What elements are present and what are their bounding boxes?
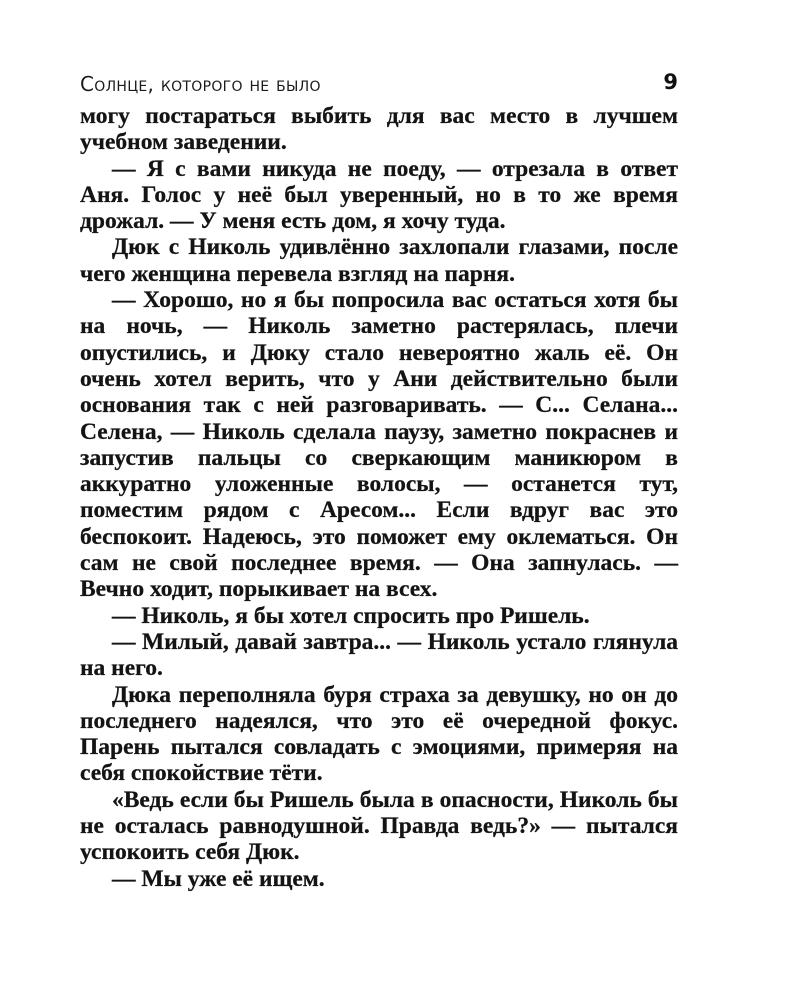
paragraph: Дюка переполняла буря страха за девушку, но он до последнего надеялся, что это её очередной фокус. Парень пытался совладать с эмоциями, примеряя на себя спокойствие тёти. xyxy=(80,681,678,787)
page-number: 9 xyxy=(663,70,678,94)
paragraph: — Я с вами никуда не поеду, — отрезала в ответ Аня. Голос у неё был уверенный, но в то же время дрожал. — У меня есть дом, я хочу туда. xyxy=(80,155,678,235)
paragraph: — Милый, давай завтра... — Николь устало глянула на него. xyxy=(80,628,678,682)
running-head xyxy=(80,66,678,106)
paragraph: — Хорошо, но я бы попросила вас остаться хотя бы на ночь, — Николь заметно растерялась, плечи опустились, и Дюку стало невероятно жаль её. Он очень хотел верить, что у Ани действительно были основания так с ней разговаривать. — С... Селана... Селена, — Николь сделала паузу, заметно покраснев и запустив пальцы со сверкающим маникюром в аккуратно уложенные волосы, — останется тут, поместим рядом с Аресом... Если вдруг вас это беспокоит. Надеюсь, это поможет ему оклематься. Он сам не свой последнее время. — Она запнулась. — Вечно ходит, порыкивает на всех. xyxy=(80,287,678,603)
paragraph: — Мы уже её ищем. xyxy=(112,865,325,892)
running-head-title: Солнце, которого не было xyxy=(80,72,321,96)
paragraph: «Ведь если бы Ришель была в опасности, Николь бы не осталась равнодушной. Правда ведь?» — пытался успокоить себя Дюк. xyxy=(80,786,678,866)
paragraph: — Николь, я бы хотел спросить про Ришель. xyxy=(112,602,590,629)
paragraph: Дюк с Николь удивлённо захлопали глазами, после чего женщина перевела взгляд на парня. xyxy=(80,234,678,287)
paragraph-continued: могу постараться выбить для вас место в лучшем учебном заведении. xyxy=(80,103,678,156)
body-text xyxy=(80,103,678,892)
